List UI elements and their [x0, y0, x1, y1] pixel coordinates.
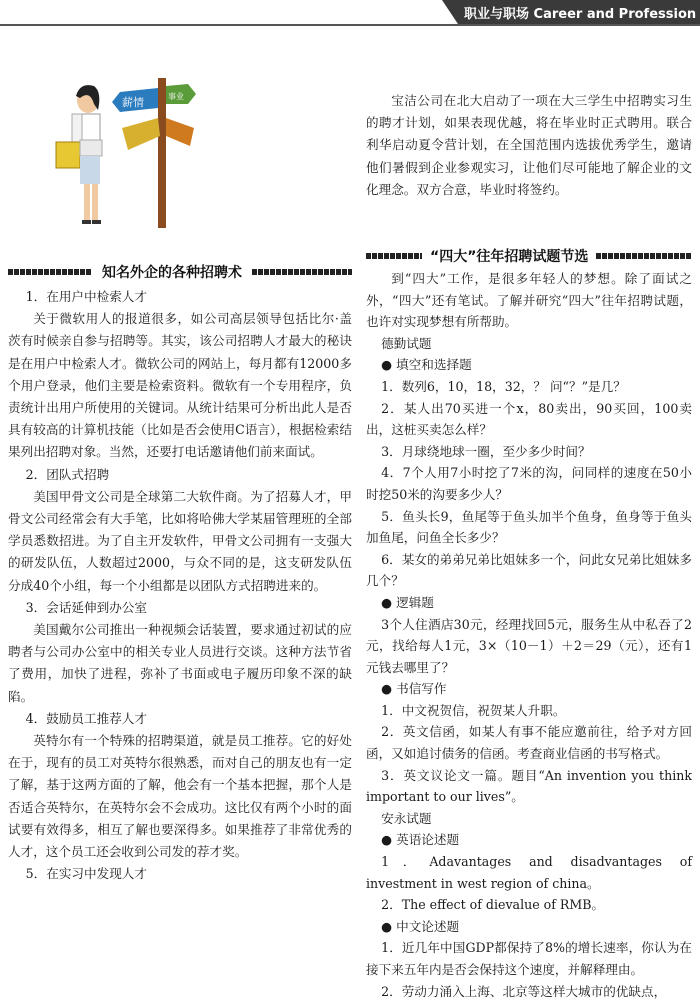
question: 1．数列6，10，18，32，？ 问“？”是几？ [381, 378, 626, 394]
title-bar-left [366, 253, 422, 259]
title-bar-right [596, 253, 692, 259]
paragraph: 到“四大”工作，是很多年轻人的梦想。除了面试之外，“四大”还有笔试。了解并研究“四大”往年招聘试题，也许对实现梦想有所帮助。 [366, 271, 692, 330]
right-section-title: “四大”往年招聘试题节选 [366, 246, 692, 266]
right-column-exam [366, 268, 692, 1002]
header-slash [442, 0, 458, 24]
bullet-heading: ● 英语论述题 [381, 832, 460, 848]
question: 1．近几年中国GDP都保持了8%的增长速率，你认为在接下来五年内是否会保持这个速度，并解释理由。 [366, 940, 692, 977]
intro-paragraph: 宝洁公司在北大启动了一项在大三学生中招聘实习生的聘才计划，如果表现优越，将在毕业时正式聘用。联合利华启动夏令营计划，在全国范围内选拔优秀学生，邀请他们暑假到企业参观实习，让他们尽可能地了解企业的文化理念。双方合意，毕业时将签约。 [366, 93, 692, 197]
paragraph: 关于微软用人的报道很多，如公司高层领导包括比尔·盖茨有时候亲自参与招聘等。其实，该公司招聘人才最大的秘诀是在用户中检索人才。微软公司的网站上，每月都有12000多个用户登录，他们主要是检索资料。微软有一个专用程序，负责统计出用户所使用的关键词。从统计结果可分析出此人是否具有较高的计算机技能（比如是否会使用C语言），根据检索结果列出招聘对象。当然，还要打电话邀请他们前来面试。 [8, 311, 352, 460]
question: 3．英文议论文一篇。题目“An invention you think important to our lives”。 [366, 767, 692, 805]
subheading: 5．在实习中发现人才 [25, 866, 147, 882]
title-bar-right [252, 269, 352, 275]
subheading: 1．在用户中检索人才 [25, 289, 147, 304]
sign-text-2: 事业 [168, 92, 184, 101]
question: 4．7个人用7小时挖了7米的沟，问同样的速度在50小时挖50米的沟要多少人？ [366, 465, 692, 502]
subheading: 安永试题 [381, 810, 432, 826]
question: 1．中文祝贺信，祝贺某人升职。 [381, 702, 566, 718]
left-column [8, 286, 352, 885]
right-column [366, 90, 692, 201]
header-rule [0, 24, 700, 26]
section-label: 职业与职场 Career and Profession [464, 6, 697, 22]
subheading: 3．会话延伸到办公室 [25, 599, 147, 615]
paragraph: 美国戴尔公司推出一种视频会话装置，要求通过初试的应聘者与公司办公室中的相关专业人员进行交谈。这种方法节省了费用，加快了进程，弥补了书面或电子履历印象不深的缺陷。 [8, 622, 352, 704]
sign-text-1: 薪情 [122, 96, 144, 109]
section-header [442, 0, 700, 24]
paragraph: 美国甲骨文公司是全球第二大软件商。为了招募人才，甲骨文公司经常会有大手笔，比如将哈佛大学某届管理班的全部学员悉数招进。为了自主开发软件，甲骨文公司拥有一支强大的研发队伍，人数超过2000，与众不同的是，这支研发队伍分成40个小组，每一个小组都是以团队方式招聘进来的。 [8, 488, 352, 593]
question: 3个人住酒店30元，经理找回5元，服务生从中私吞了2元，找给每人1元，3×（10－1）＋2＝29（元），还有1元钱去哪里了？ [366, 616, 692, 675]
career-signpost-illustration [50, 70, 200, 230]
paragraph: 英特尔有一个特殊的招聘渠道，就是员工推荐。它的好处在于，现有的员工对英特尔很熟悉，而对自己的朋友也有一定了解，基于这两方面的了解，他会有一个基本把握，那个人是否适合英特尔，在英特尔会不会成功。这比仅有两个小时的面试要有效得多，相互了解也要深得多。如果推荐了非常优秀的人才，这个员工还会收到公司发的荐才奖。 [8, 733, 352, 860]
question: 2．英文信函，如某人有事不能应邀前往，给予对方回函，又如追讨债务的信函。考查商业信函的书写格式。 [366, 724, 692, 762]
title-bar-left [8, 269, 92, 275]
bullet-heading: ● 填空和选择题 [381, 357, 472, 373]
question: 2．某人出70买进一个x，80卖出，90买回，100卖出，这桩买卖怎么样？ [366, 400, 692, 438]
bullet-heading: ● 逻辑题 [381, 594, 434, 610]
subheading: 2．团队式招聘 [25, 466, 110, 482]
question: 5．鱼头长9，鱼尾等于鱼头加半个鱼身，鱼身等于鱼头加鱼尾，问鱼全长多少？ [366, 508, 692, 546]
subheading: 4．鼓励员工推荐人才 [25, 710, 147, 726]
left-section-title: 知名外企的各种招聘术 [8, 262, 352, 282]
bullet-heading: ● 中文论述题 [381, 918, 460, 934]
question: 3．月球绕地球一圈，至少多少时间？ [381, 443, 591, 459]
subheading: 德勤试题 [381, 335, 432, 351]
question: 2．劳动力涌入上海、北京等这样大城市的优缺点， [381, 983, 667, 999]
bullet-heading: ● 书信写作 [381, 681, 447, 697]
question: 6．某女的弟弟兄弟比姐妹多一个，问此女兄弟比姐妹多几个？ [366, 551, 692, 589]
question: 2．The effect of dievalue of RMB。 [381, 897, 605, 913]
question: 1．Adavantages and disadvantages of investment in west region of china。 [366, 854, 692, 891]
